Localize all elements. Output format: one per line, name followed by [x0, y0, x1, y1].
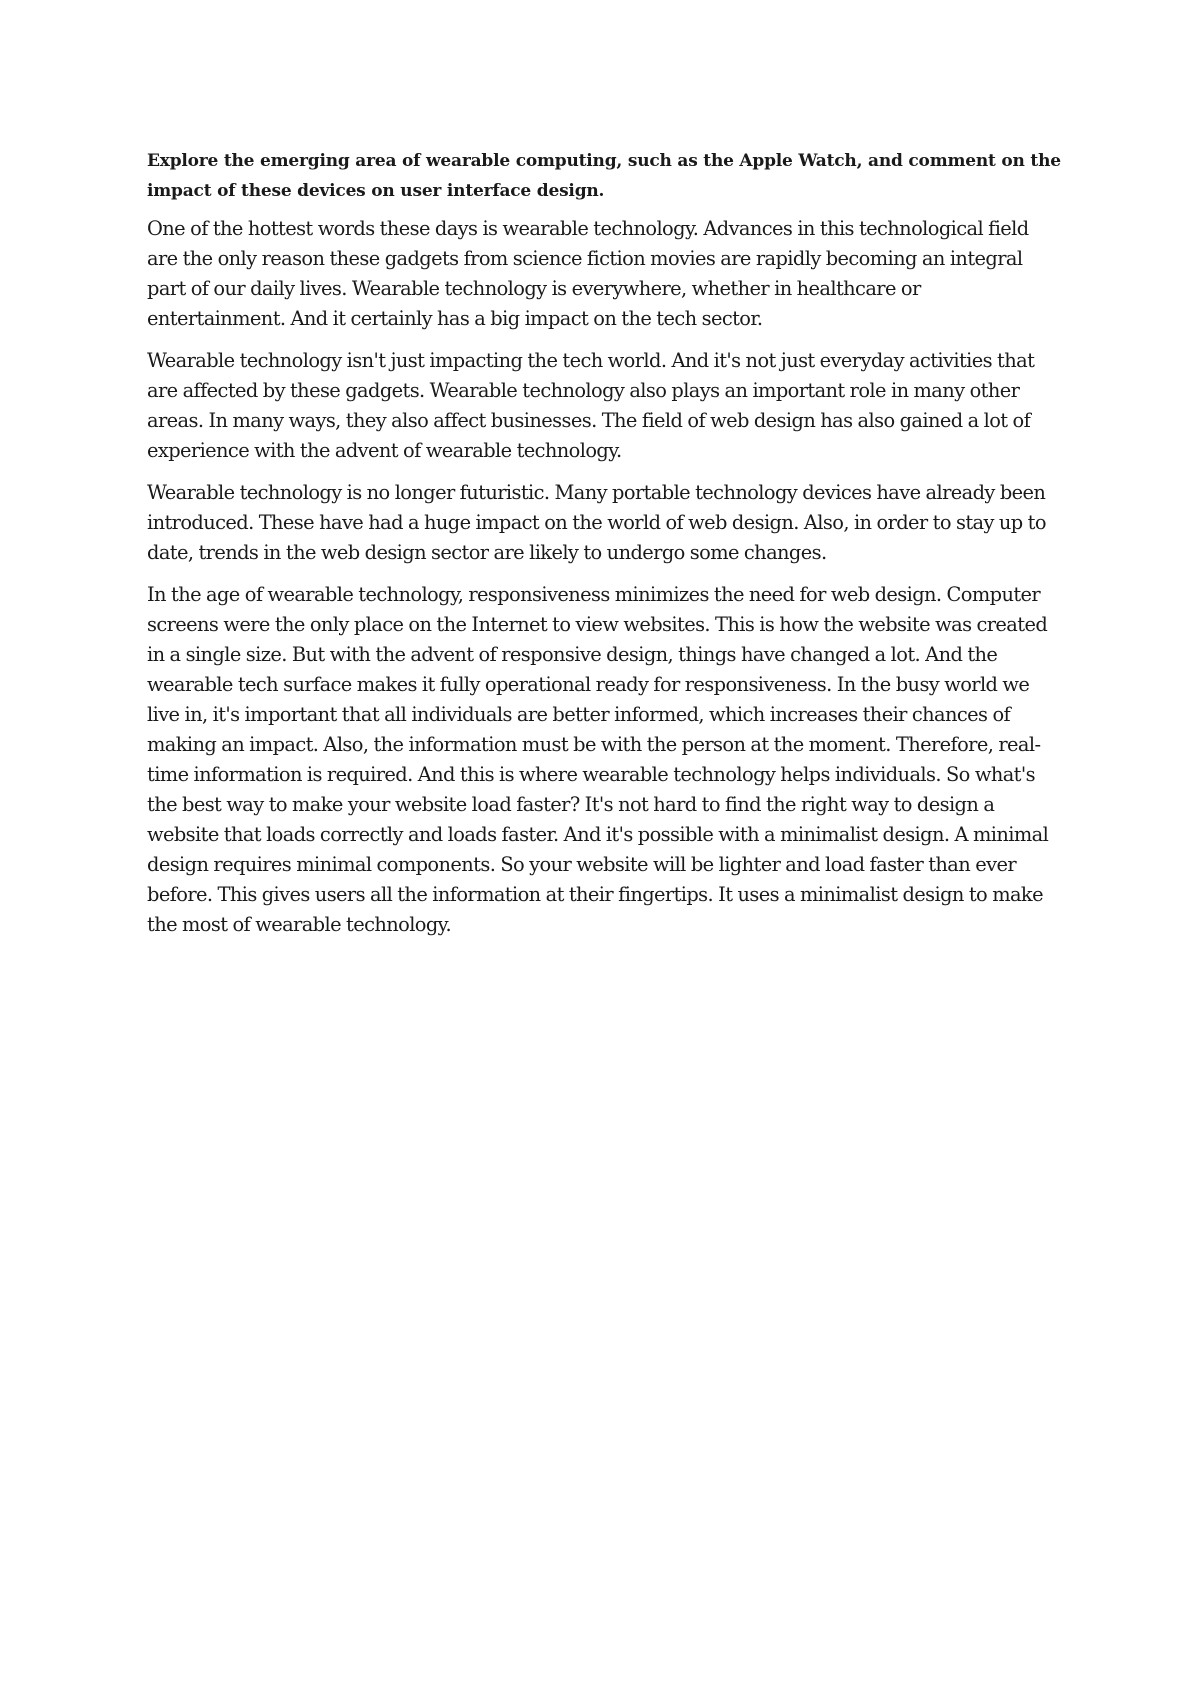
paragraph-4: In the age of wearable technology, responsiveness minimizes the need for web design. Computer screens were the only place on the Internet to view websites. This is how the website was created in a single size. But with the advent of responsive design, things have changed a lot. And the wearable tech surface makes it fully operational ready for responsiveness. In the busy world we live in, it's important that all individuals are better informed, which increases their chances of making an impact. Also, the information must be with the person at the moment. Therefore, real-time information is required. And this is where wearable technology helps individuals. So what's the best way to make your website load faster? It's not hard to find the right way to design a website that loads correctly and loads faster. And it's possible with a minimalist design. A minimal design requires minimal components. So your website will be lighter and load faster than ever before. This gives users all the information at their fingertips. It uses a minimalist design to make the most of wearable technology. — [147, 583, 1049, 936]
paragraph-3: Wearable technology is no longer futuristic. Many portable technology devices have already been introduced. These have had a huge impact on the world of web design. Also, in order to stay up to date, trends in the web design sector are likely to undergo some changes. — [147, 481, 1046, 564]
paragraph-2: Wearable technology isn't just impacting the tech world. And it's not just everyday activities that are affected by these gadgets. Wearable technology also plays an important role in many other areas. In many ways, they also affect businesses. The field of web design has also gained a lot of experience with the advent of wearable technology. — [147, 349, 1035, 462]
document-heading: Explore the emerging area of wearable computing, such as the Apple Watch, and comment on the impact of these devices on user interface design. — [147, 151, 1061, 201]
document-body — [147, 146, 1062, 952]
paragraph-1: One of the hottest words these days is wearable technology. Advances in this technological field are the only reason these gadgets from science fiction movies are rapidly becoming an integral part of our daily lives. Wearable technology is everywhere, whether in healthcare or entertainment. And it certainly has a big impact on the tech sector. — [147, 217, 1029, 330]
